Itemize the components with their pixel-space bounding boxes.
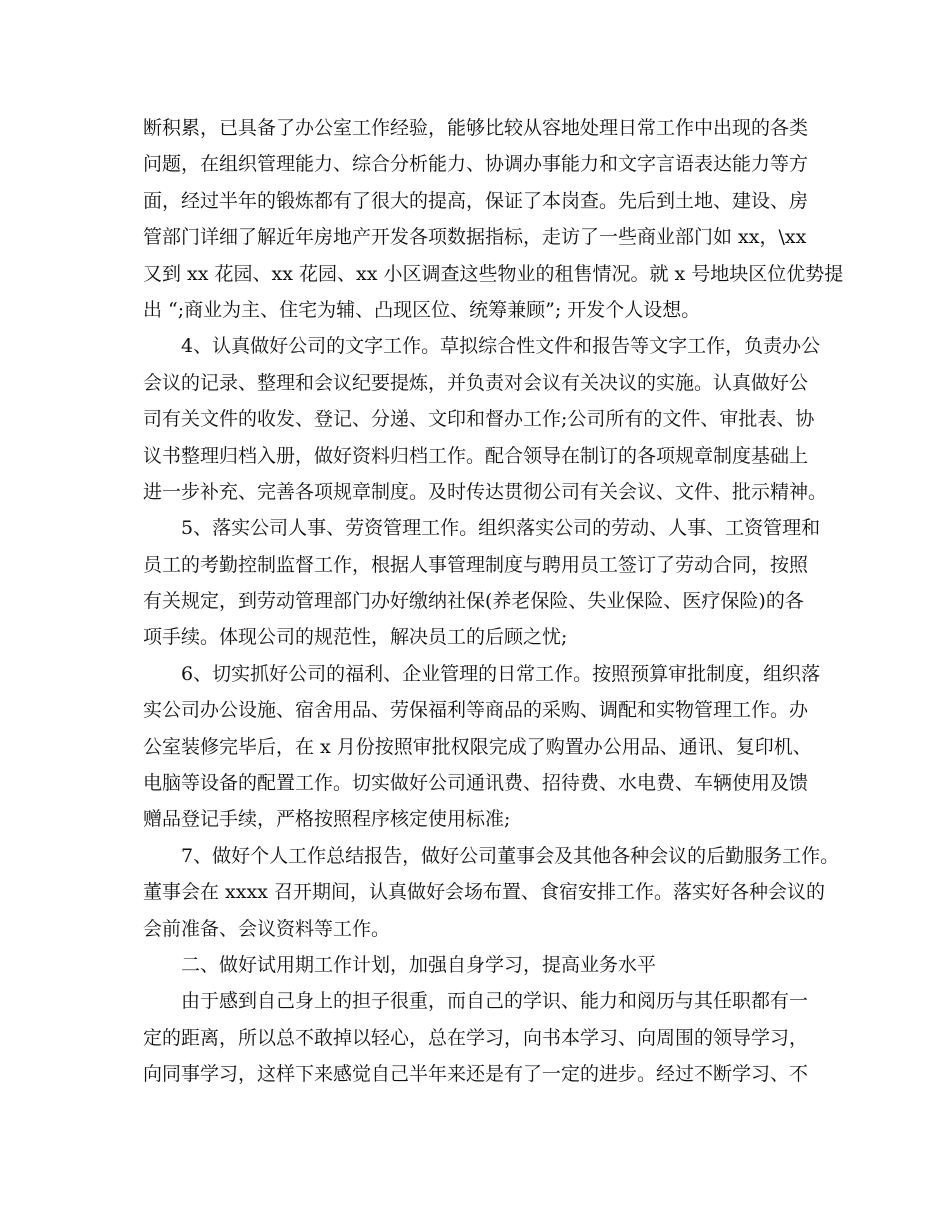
text-line: 进一步补充、完善各项规章制度。及时传达贯彻公司有关会议、文件、批示精神。 xyxy=(143,480,828,503)
text-line: 会议的记录、整理和会议纪要提炼，并负责对会议有关决议的实施。认真做好公 xyxy=(143,371,809,394)
text-line: 出 “;商业为主、住宅为辅、凸现区位、统筹兼顾”; 开发个人设想。 xyxy=(143,298,701,321)
text-line: 公室装修完毕后，在 x 月份按照审批权限完成了购置办公用品、通讯、复印机、 xyxy=(143,735,812,758)
paragraph-first-line: 7、做好个人工作总结报告，做好公司董事会及其他各种会议的后勤服务工作。 xyxy=(181,844,840,867)
text-line: 面，经过半年的锻炼都有了很大的提高，保证了本岗查。先后到土地、建设、房 xyxy=(143,189,809,212)
paragraph-first-line: 5、落实公司人事、劳资管理工作。组织落实公司的劳动、人事、工资管理和 xyxy=(181,517,821,540)
text-line: 定的距离，所以总不敢掉以轻心，总在学习，向书本学习、向周围的领导学习， xyxy=(143,1026,809,1049)
text-line: 会前准备、会议资料等工作。 xyxy=(143,917,391,940)
text-line: 电脑等设备的配置工作。切实做好公司通讯费、招待费、水电费、车辆使用及馈 xyxy=(143,772,809,795)
text-line: 项手续。体现公司的规范性，解决员工的后顾之忧; xyxy=(143,626,568,649)
paragraph-first-line: 6、切实抓好公司的福利、企业管理的日常工作。按照预算审批制度，组织落 xyxy=(181,662,821,685)
text-line: 向同事学习，这样下来感觉自己半年来还是有了一定的进步。经过不断学习、不 xyxy=(143,1063,809,1086)
text-line: 有关规定，到劳动管理部门办好缴纳社保(养老保险、失业保险、医疗保险)的各 xyxy=(143,590,804,613)
text-line: 又到 xx 花园、xx 花园、xx 小区调查这些物业的租售情况。就 x 号地块区位优势提 xyxy=(143,262,844,285)
text-line: 管部门详细了解近年房地产开发各项数据指标，走访了一些商业部门如 xx，\xx xyxy=(143,226,807,249)
text-line: 赠品登记手续，严格按照程序核定使用标准; xyxy=(143,808,511,831)
text-line: 断积累，已具备了办公室工作经验，能够比较从容地处理日常工作中出现的各类 xyxy=(143,117,809,139)
text-line: 员工的考勤控制监督工作，根据人事管理制度与聘用员工签订了劳动合同，按照 xyxy=(143,553,809,576)
paragraph-first-line: 由于感到自己身上的担子很重，而自己的学识、能力和阅历与其任职都有一 xyxy=(181,990,809,1013)
text-line: 实公司办公设施、宿舍用品、劳保福利等商品的采购、调配和实物管理工作。办 xyxy=(143,699,809,722)
text-line: 董事会在 xxxx 召开期间，认真做好会场布置、食宿安排工作。落实好各种会议的 xyxy=(143,881,825,904)
document-body xyxy=(143,110,844,1093)
text-line: 议书整理归档入册，做好资料归档工作。配合领导在制订的各项规章制度基础上 xyxy=(143,444,809,467)
section-heading: 二、做好试用期工作计划，加强自身学习，提高业务水平 xyxy=(181,953,657,976)
paragraph-first-line: 4、认真做好公司的文字工作。草拟综合性文件和报告等文字工作，负责办公 xyxy=(181,335,821,358)
text-line: 司有关文件的收发、登记、分递、文印和督办工作;公司所有的文件、审批表、协 xyxy=(143,408,815,431)
text-line: 问题，在组织管理能力、综合分析能力、协调办事能力和文字言语表达能力等方 xyxy=(143,153,809,176)
